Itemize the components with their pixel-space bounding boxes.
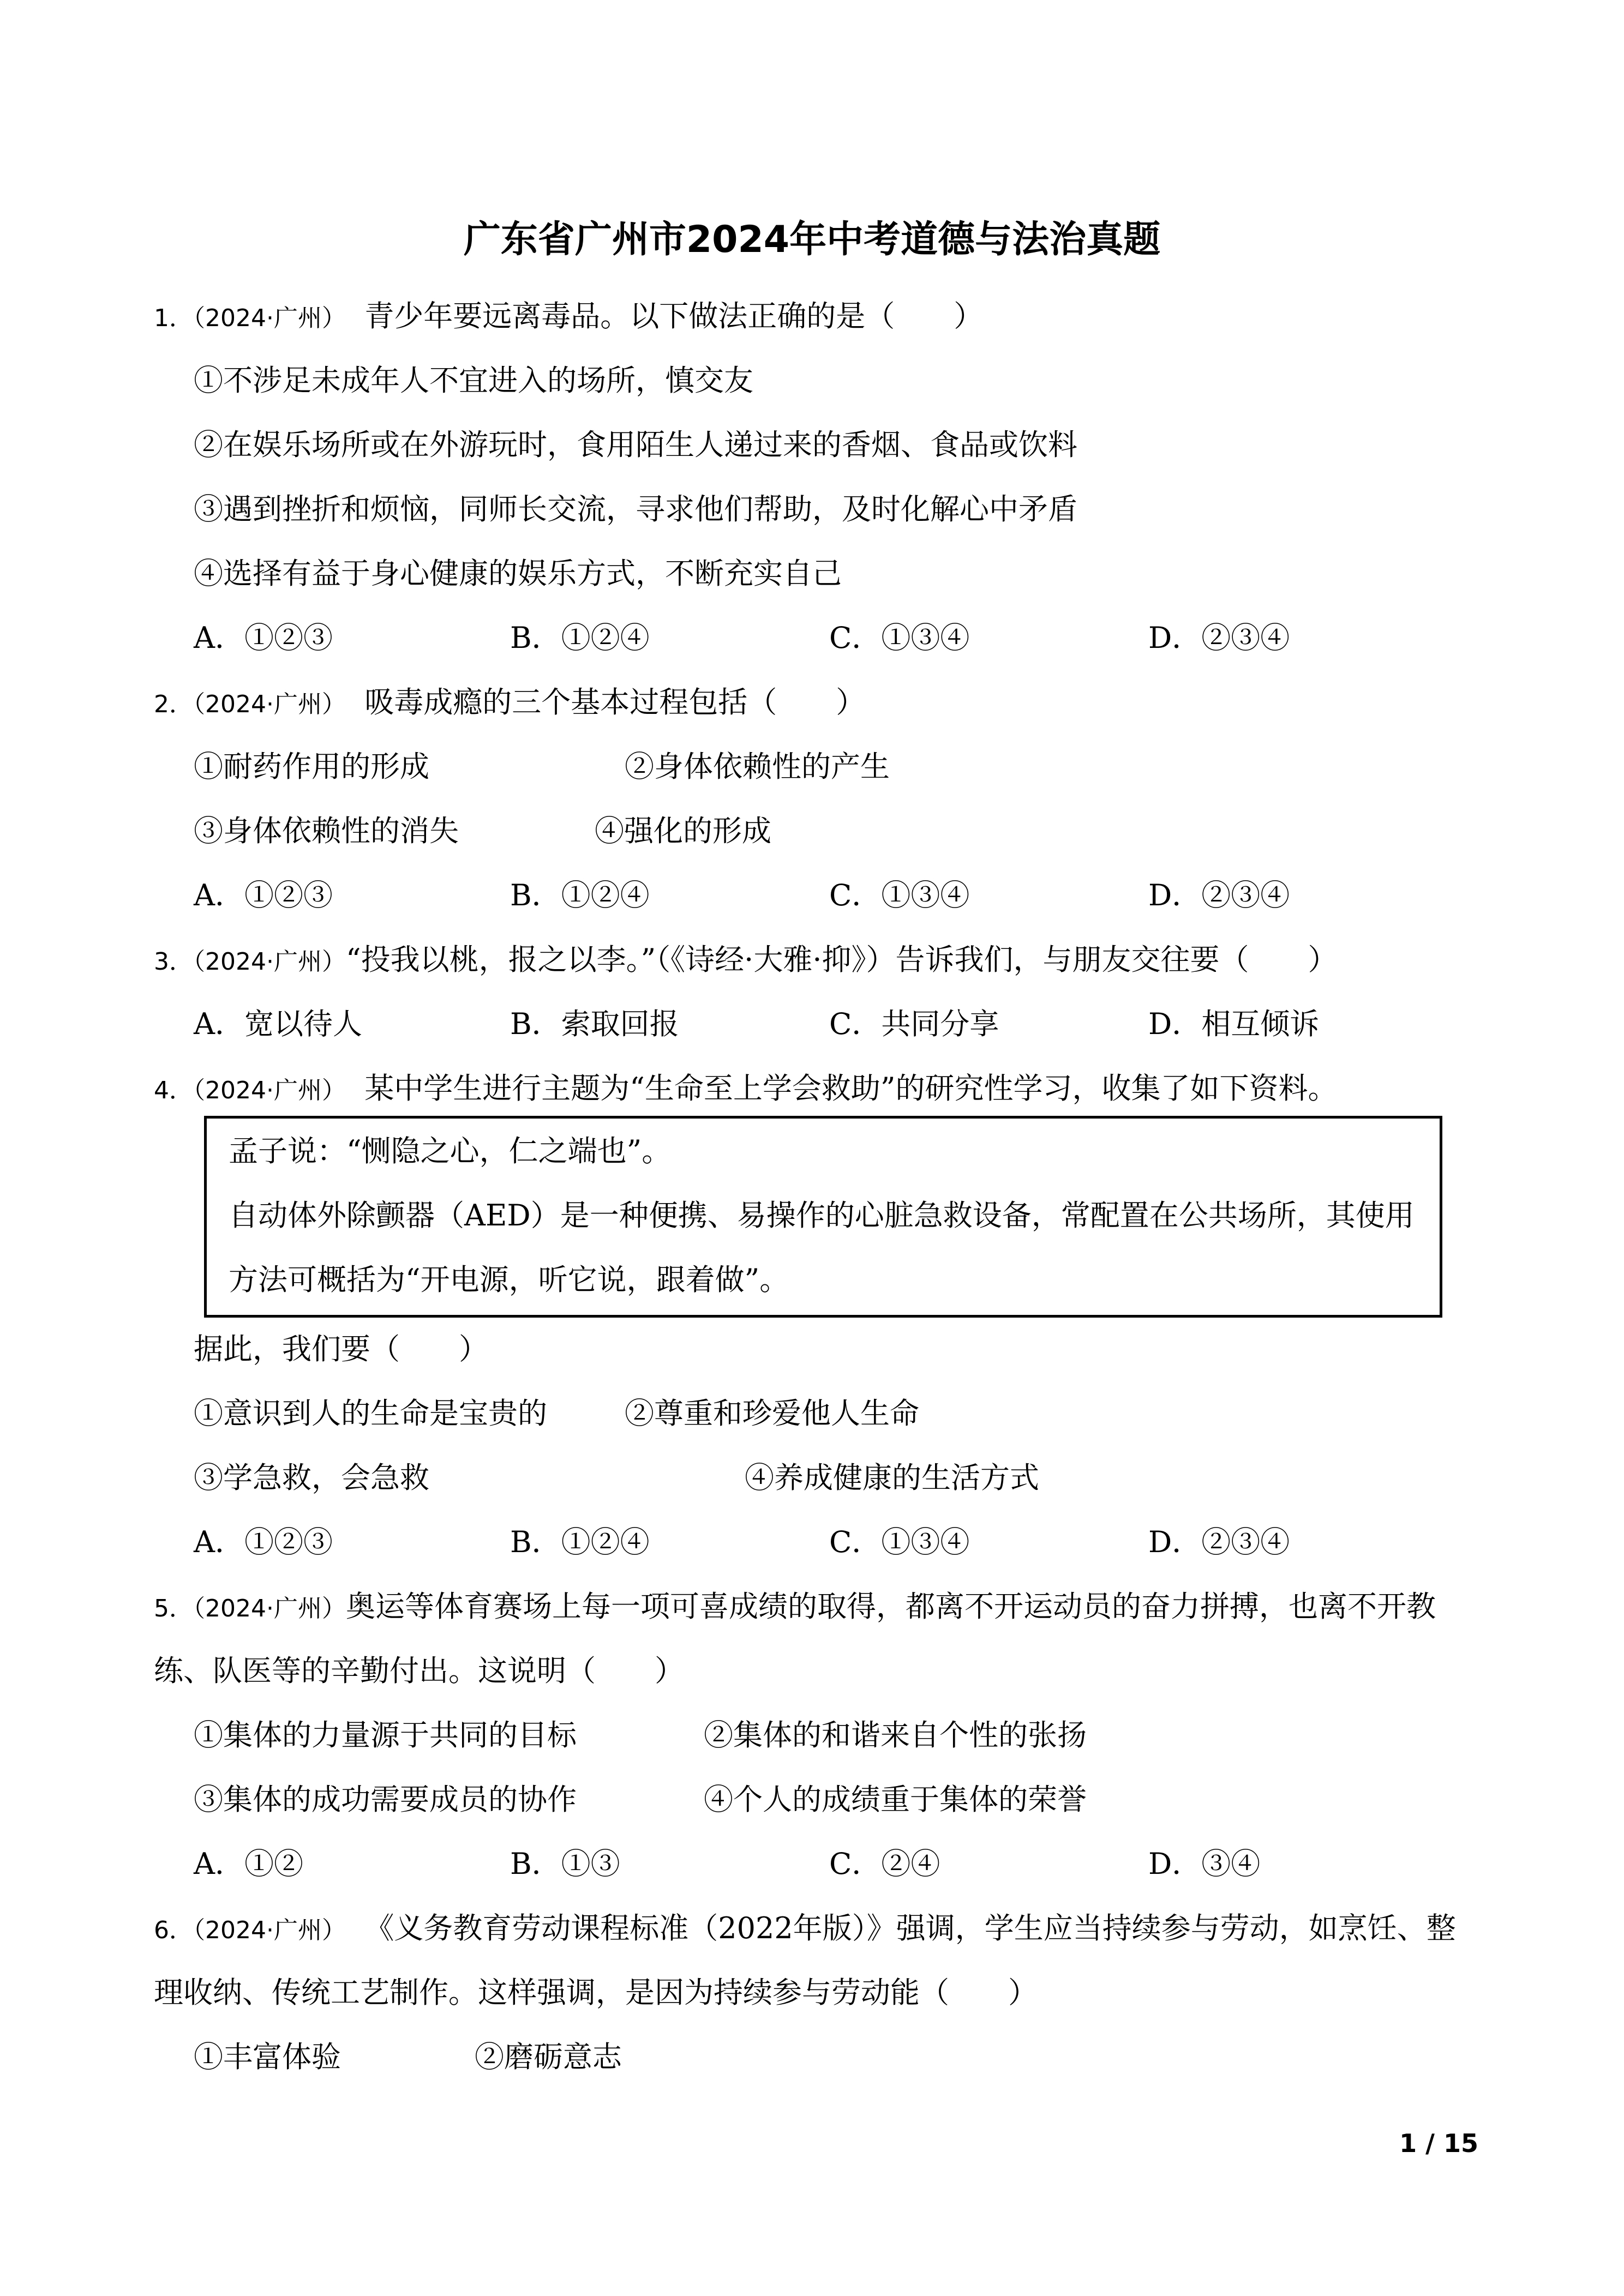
statement-2: ②磨砺意志 bbox=[475, 2040, 622, 2074]
statement-4: ④个人的成绩重于集体的荣誉 bbox=[704, 1782, 1087, 1817]
option-d: D．②③④ bbox=[1148, 621, 1290, 655]
page-title: 广东省广州市2024年中考道德与法治真题 bbox=[463, 218, 1161, 261]
option-c: C．①③④ bbox=[829, 1525, 970, 1559]
option-b: B．①③ bbox=[510, 1847, 620, 1881]
option-b: B．索取回报 bbox=[510, 1007, 679, 1041]
option-a: A．①② bbox=[194, 1847, 303, 1881]
question-number: 4． bbox=[154, 1077, 193, 1104]
question-5-stem-continued: 练、队医等的辛勤付出。这说明（ ） bbox=[154, 1654, 684, 1688]
statement-3: ③集体的成功需要成员的协作 bbox=[194, 1782, 577, 1817]
statement-1: ①集体的力量源于共同的目标 bbox=[194, 1718, 577, 1752]
statement-1: ①丰富体验 bbox=[194, 2040, 341, 2074]
material-line-1: 孟子说：“恻隐之心，仁之端也”。 bbox=[229, 1134, 672, 1168]
option-d: D．③④ bbox=[1148, 1847, 1261, 1881]
option-c: C．①③④ bbox=[829, 878, 970, 912]
page-number: 1 / 15 bbox=[1399, 2129, 1478, 2158]
question-4-stem bbox=[154, 1067, 1338, 1110]
question-number: 3． bbox=[154, 948, 193, 976]
option-c: C．共同分享 bbox=[829, 1007, 999, 1041]
option-a: A．①②③ bbox=[194, 878, 333, 912]
option-d: D．②③④ bbox=[1148, 1525, 1290, 1559]
statement-3: ③学急救，会急救 bbox=[194, 1460, 429, 1495]
statement-1: ①耐药作用的形成 bbox=[194, 749, 429, 784]
statement-2: ②身体依赖性的产生 bbox=[625, 749, 890, 784]
question-2-stem bbox=[154, 681, 865, 724]
material-box bbox=[204, 1116, 1442, 1318]
statement-4: ④选择有益于身心健康的娱乐方式，不断充实自己 bbox=[194, 556, 842, 591]
question-1-stem bbox=[154, 294, 983, 338]
option-a: A．宽以待人 bbox=[194, 1007, 362, 1041]
question-text: 某中学生进行主题为“生命至上学会救助”的研究性学习，收集了如下资料。 bbox=[364, 1071, 1338, 1105]
question-source: （2024·广州） bbox=[193, 1595, 346, 1622]
statement-2: ②集体的和谐来自个性的张扬 bbox=[704, 1718, 1087, 1752]
option-d: D．②③④ bbox=[1148, 878, 1290, 912]
statement-2: ②尊重和珍爱他人生命 bbox=[625, 1396, 919, 1431]
statement-3: ③遇到挫折和烦恼，同师长交流，寻求他们帮助，及时化解心中矛盾 bbox=[194, 492, 1077, 526]
statement-1: ①意识到人的生命是宝贵的 bbox=[194, 1396, 547, 1431]
option-b: B．①②④ bbox=[510, 1525, 650, 1559]
question-number: 6． bbox=[154, 1916, 193, 1944]
question-text: “投我以桃，报之以李。”（《诗经·大雅·抑》）告诉我们，与朋友交往要（ ） bbox=[345, 942, 1338, 977]
question-source: （2024·广州） bbox=[193, 1077, 346, 1104]
question-lead: 据此，我们要（ ） bbox=[194, 1332, 488, 1366]
option-c: C．①③④ bbox=[829, 621, 970, 655]
question-text: 青少年要远离毒品。以下做法正确的是（ ） bbox=[364, 299, 984, 333]
question-source: （2024·广州） bbox=[193, 690, 346, 718]
option-b: B．①②④ bbox=[510, 878, 650, 912]
question-text: 《义务教育劳动课程标准（2022年版）》强调，学生应当持续参与劳动，如烹饪、整 bbox=[364, 1911, 1456, 1945]
question-6-stem-continued: 理收纳、传统工艺制作。这样强调，是因为持续参与劳动能（ ） bbox=[154, 1975, 1038, 2010]
question-3-stem bbox=[154, 938, 1338, 982]
material-line-3: 方法可概括为“开电源，听它说，跟着做”。 bbox=[229, 1263, 789, 1297]
question-text: 吸毒成瘾的三个基本过程包括（ ） bbox=[364, 685, 866, 719]
option-a: A．①②③ bbox=[194, 1525, 333, 1559]
option-a: A．①②③ bbox=[194, 621, 333, 655]
statement-2: ②在娱乐场所或在外游玩时，食用陌生人递过来的香烟、食品或饮料 bbox=[194, 428, 1077, 462]
question-source: （2024·广州） bbox=[193, 1916, 346, 1944]
statement-4: ④养成健康的生活方式 bbox=[745, 1460, 1039, 1495]
question-source: （2024·广州） bbox=[193, 948, 346, 976]
question-number: 2． bbox=[154, 690, 193, 718]
question-number: 5． bbox=[154, 1595, 193, 1622]
question-number: 1． bbox=[154, 304, 193, 332]
option-c: C．②④ bbox=[829, 1847, 940, 1881]
option-d: D．相互倾诉 bbox=[1148, 1007, 1320, 1041]
statement-1: ①不涉足未成年人不宜进入的场所，慎交友 bbox=[194, 363, 753, 398]
statement-4: ④强化的形成 bbox=[595, 814, 771, 848]
statement-3: ③身体依赖性的消失 bbox=[194, 814, 459, 848]
question-text: 奥运等体育赛场上每一项可喜成绩的取得，都离不开运动员的奋力拼搏，也离不开教 bbox=[345, 1589, 1436, 1624]
question-5-stem bbox=[154, 1585, 1436, 1628]
material-line-2: 自动体外除颤器（AED）是一种便携、易操作的心脏急救设备，常配置在公共场所，其使用 bbox=[229, 1198, 1415, 1233]
option-b: B．①②④ bbox=[510, 621, 650, 655]
question-source: （2024·广州） bbox=[193, 304, 346, 332]
question-6-stem bbox=[154, 1907, 1456, 1950]
